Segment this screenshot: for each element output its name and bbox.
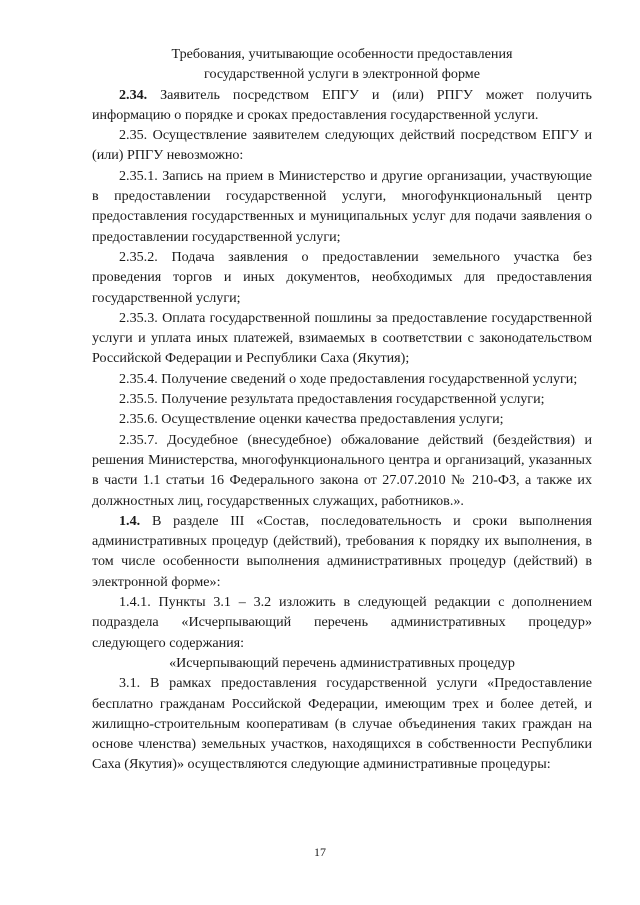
paragraph-text: 2.35. Осуществление заявителем следующих действий посредством ЕПГУ и (или) РПГУ невозможно: xyxy=(92,127,592,164)
paragraph-text: 2.35.5. Получение результата предоставления государственной услуги; xyxy=(119,391,545,408)
paragraph-text: 2.35.2. Подача заявления о предоставлении земельного участка без проведения торгов и иных документов, необходимых для предоставления государственной услуги; xyxy=(92,248,592,306)
page-number: 17 xyxy=(314,845,326,859)
paragraph-text: 2.35.4. Получение сведений о ходе предоставления государственной услуги; xyxy=(119,370,578,387)
paragraph-text: 1.4.1. Пункты 3.1 – 3.2 изложить в следующей редакции с дополнением подраздела «Исчерпывающий перечень административных процедур» следующего содержания: xyxy=(92,594,592,651)
paragraph-1-4-1 xyxy=(92,592,592,653)
paragraph-text: В разделе III «Состав, последовательность и сроки выполнения административных процедур (действий), требования к порядку их выполнения, в том числе особенности выполнения административных процедур (действий) в электронной форме»: xyxy=(92,512,592,590)
paragraph-2-34 xyxy=(92,85,592,126)
paragraph-2-35-1 xyxy=(92,166,592,247)
paragraph-text: 2.35.7. Досудебное (внесудебное) обжалование действий (бездействия) и решения Министерства, многофункционального центра и организаций, указанных в части 1.1 статьи 16 Федерального закона от 27.07.2010 № 210-ФЗ, а также их должностных лиц, государственных служащих, работников.». xyxy=(92,431,592,509)
subsection-heading: «Исчерпывающий перечень административных процедур xyxy=(169,654,515,671)
paragraph-number: 1.4. xyxy=(119,512,141,529)
paragraph-3-1: 3.1. В рамках предоставления государственной услуги «Предоставление бесплатно гражданам Российской Федерации, имеющим трех и более детей, и жилищно-строительным кооперативам (в случае объединения таких граждан на основе членства) земельных участков, находящихся в собственности Республики Саха (Якутия)» осуществляются следующие административные процедуры: xyxy=(92,675,592,773)
paragraph-2-35-5 xyxy=(92,389,592,409)
paragraph-1-4 xyxy=(92,511,592,592)
section-heading xyxy=(92,44,592,85)
paragraph-2-35-4 xyxy=(92,369,592,389)
paragraph-text: 2.35.3. Оплата государственной пошлины за предоставление государственной услуги и уплата иных платежей, взимаемых в соответствии с законодательством Российской Федерации и Республики Саха (Якутия); xyxy=(92,309,592,367)
paragraph-2-35-7 xyxy=(92,430,592,511)
paragraph-text: Заявитель посредством ЕПГУ и (или) РПГУ может получить информацию о порядке и сроках предоставления государственной услуги. xyxy=(92,86,592,123)
paragraph-text: 2.35.6. Осуществление оценки качества предоставления услуги; xyxy=(119,411,504,428)
heading-line-1: Требования, учитывающие особенности предоставления xyxy=(171,46,513,62)
paragraph-2-35-2 xyxy=(92,247,592,308)
paragraph-2-35-3 xyxy=(92,308,592,369)
heading-line-2: государственной услуги в электронной форме xyxy=(204,66,480,83)
paragraph-2-35 xyxy=(92,125,592,166)
paragraph-2-35-6 xyxy=(92,409,592,429)
paragraph-text: 2.35.1. Запись на прием в Министерство и другие организации, участвующие в предоставлении государственной услуги, многофункциональный центр предоставления государственных и муниципальных услуг для подачи заявления о предоставлении государственной услуги; xyxy=(92,167,592,245)
paragraph-number: 2.34. xyxy=(119,86,148,103)
